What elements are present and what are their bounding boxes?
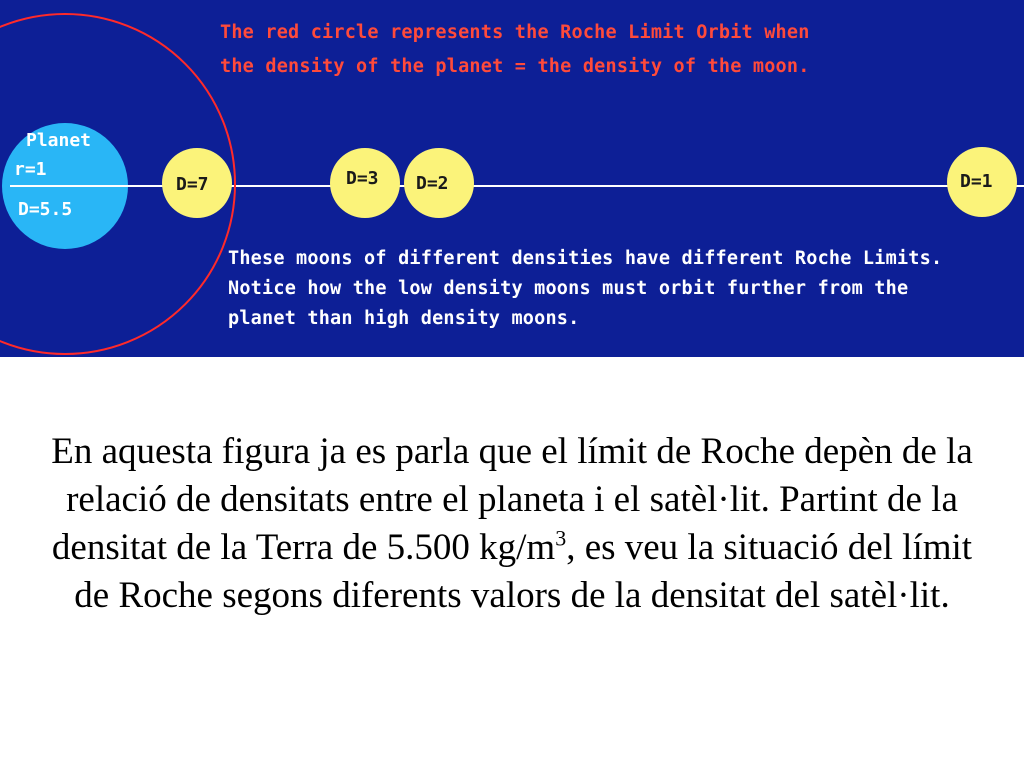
top-note-line2: the density of the planet = the density of the moon. xyxy=(220,56,810,77)
roche-limit-figure xyxy=(0,0,1024,357)
planet-label: Planet xyxy=(26,130,92,151)
caption-text-part2: , es veu la situació del límit de Roche segons diferents valors de la densitat del satèl·lit. xyxy=(74,527,973,616)
moon-d7-label: D=7 xyxy=(176,174,209,195)
planet-radius-label: r=1 xyxy=(14,159,47,180)
caption-paragraph xyxy=(40,428,984,620)
bottom-note-line2: Notice how the low density moons must orbit further from the xyxy=(228,278,909,299)
bottom-note-line1: These moons of different densities have different Roche Limits. xyxy=(228,248,943,269)
moon-d3-label: D=3 xyxy=(346,168,379,189)
roche-diagram xyxy=(0,0,1024,357)
caption-superscript: 3 xyxy=(555,525,567,551)
bottom-note-line3: planet than high density moons. xyxy=(228,308,580,329)
moon-d1-label: D=1 xyxy=(960,171,993,192)
moon-d2-label: D=2 xyxy=(416,173,449,194)
planet-density-label: D=5.5 xyxy=(18,199,73,220)
caption-text-part1: En aquesta figura ja es parla que el límit de Roche depèn de la relació de densitats entre el planeta i el satèl·lit. Partint de la densitat de la Terra de 5.500 kg/m xyxy=(51,431,973,568)
top-note-line1: The red circle represents the Roche Limit Orbit when xyxy=(220,22,810,43)
